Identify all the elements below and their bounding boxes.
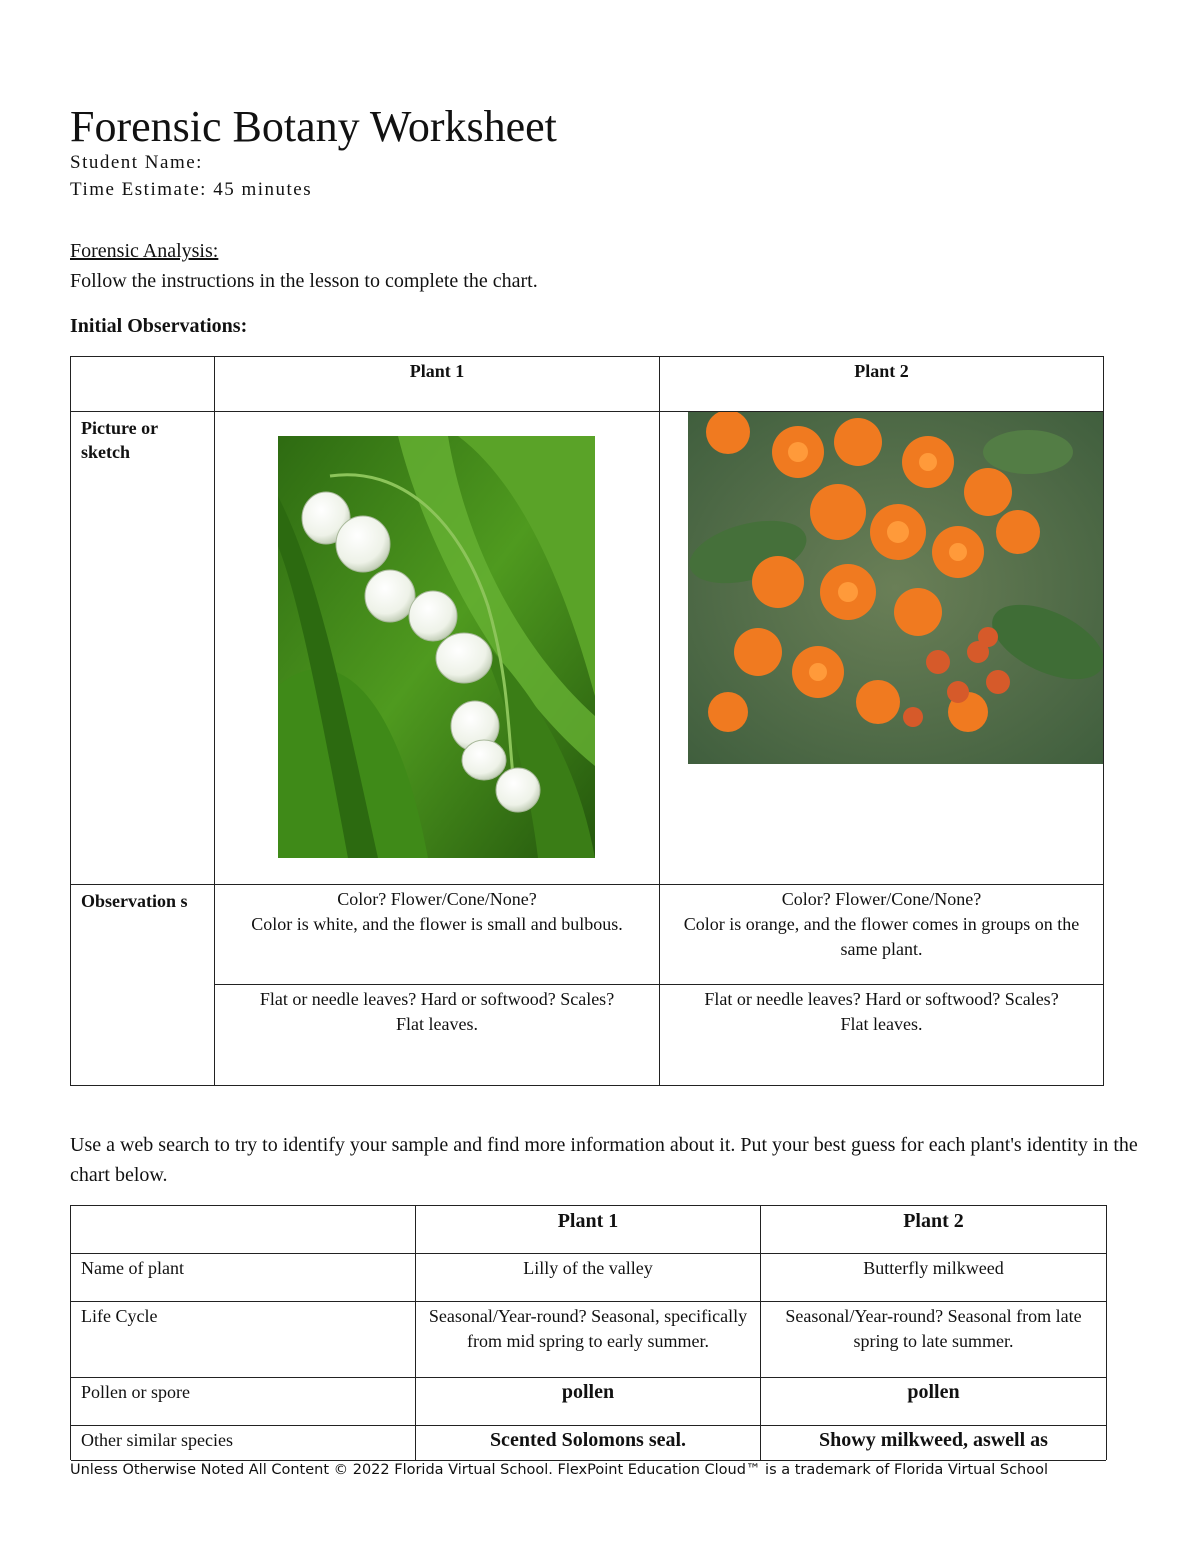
plant1-color-answer: Color is white, and the flower is small and bulbous.: [251, 914, 623, 934]
time-estimate: Time Estimate: 45 minutes: [70, 179, 313, 200]
plant1-color-cell: [215, 885, 660, 985]
plant2-picture-cell: [660, 412, 1103, 885]
plant2-pollen: pollen: [761, 1378, 1106, 1426]
plant2-leaves-answer: Flat leaves.: [840, 1014, 923, 1034]
row-lifecycle-label: Life Cycle: [71, 1302, 416, 1378]
plant2-color-question: Color? Flower/Cone/None?: [781, 889, 982, 909]
table1-header-plant2: Plant 2: [660, 357, 1103, 412]
plant2-color-cell: [660, 885, 1103, 985]
plant2-color-answer: Color is orange, and the flower comes in groups on the same plant.: [683, 914, 1080, 959]
plant1-pollen: pollen: [416, 1378, 761, 1426]
row-pollen-label: Pollen or spore: [71, 1378, 416, 1426]
plant2-lifecycle: Seasonal/Year-round? Seasonal from late spring to late summer.: [761, 1302, 1106, 1378]
table2-header-empty: [71, 1206, 416, 1254]
observations-label: Observation s: [71, 885, 215, 1085]
initial-observations-label: Initial Observations:: [70, 315, 248, 337]
footer-copyright: Unless Otherwise Noted All Content © 2022 Florida Virtual School. FlexPoint Education Cloud™ is a trademark of Florida Virtual School: [70, 1462, 1049, 1478]
section-heading: Forensic Analysis:: [70, 240, 219, 262]
plant1-leaves-answer: Flat leaves.: [396, 1014, 478, 1034]
observations-table: [70, 356, 1104, 1086]
plant1-similar: Scented Solomons seal.: [416, 1426, 761, 1461]
plant2-leaves-cell: [660, 985, 1103, 1085]
plant1-color-question: Color? Flower/Cone/None?: [337, 889, 537, 909]
table1-header-plant1: Plant 1: [215, 357, 660, 412]
plant2-leaves-question: Flat or needle leaves? Hard or softwood? Scales?: [704, 989, 1059, 1009]
table2-header-plant1: Plant 1: [416, 1206, 761, 1254]
plant1-name: Lilly of the valley: [416, 1254, 761, 1302]
web-search-paragraph: Use a web search to try to identify your sample and find more information about it. Put your best guess for each plant's identity in the chart below.: [70, 1134, 1138, 1186]
page-title: Forensic Botany Worksheet: [70, 102, 557, 151]
table1-header-empty: [71, 357, 215, 412]
table2-header-plant2: Plant 2: [761, 1206, 1106, 1254]
plant1-lifecycle: Seasonal/Year-round? Seasonal, specifically from mid spring to early summer.: [416, 1302, 761, 1378]
lily-of-the-valley-photo: [278, 436, 595, 858]
plant1-leaves-question: Flat or needle leaves? Hard or softwood? Scales?: [259, 989, 615, 1009]
instructions: Follow the instructions in the lesson to complete the chart.: [70, 270, 538, 292]
identification-table: [70, 1205, 1107, 1460]
row-similar-label: Other similar species: [71, 1426, 416, 1461]
plant1-leaves-cell: [215, 985, 660, 1085]
plant2-name: Butterfly milkweed: [761, 1254, 1106, 1302]
plant2-similar: Showy milkweed, aswell as: [761, 1426, 1106, 1461]
picture-label: Picture or sketch: [71, 412, 215, 885]
student-name-label: Student Name:: [70, 152, 203, 173]
plant1-picture-cell: [215, 412, 660, 885]
butterfly-milkweed-photo: [688, 412, 1103, 764]
row-name-label: Name of plant: [71, 1254, 416, 1302]
